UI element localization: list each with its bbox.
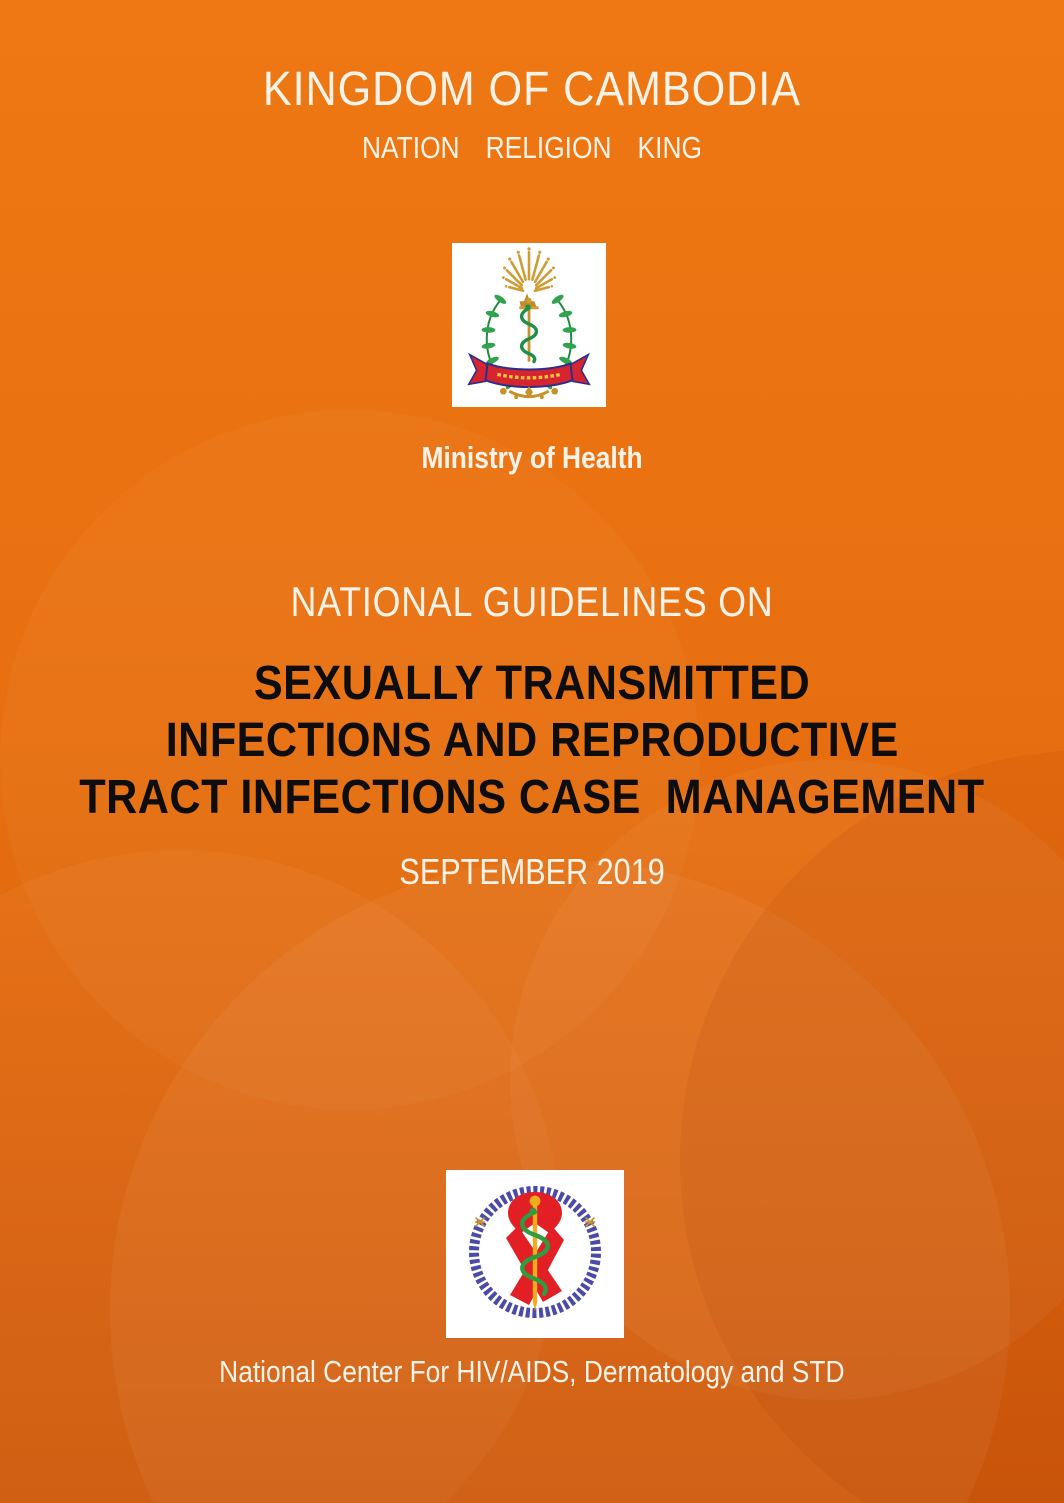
- document-title-line-1: SEXUALLY TRANSMITTED: [253, 657, 811, 710]
- moh-label: [0, 436, 1064, 480]
- moh-label-text: Ministry of Health: [421, 440, 643, 475]
- nchads-emblem-panel: [446, 1170, 624, 1338]
- kingdom-title-text: KINGDOM OF CAMBODIA: [263, 63, 801, 116]
- sunburst-rays: [501, 247, 556, 292]
- ministry-of-health-emblem-icon: [452, 243, 606, 407]
- publication-date-text: SEPTEMBER 2019: [399, 851, 665, 892]
- moh-emblem-panel: [452, 243, 606, 407]
- guidelines-kicker-text: NATIONAL GUIDELINES ON: [290, 578, 774, 625]
- national-motto: [0, 128, 1064, 168]
- document-title-line-3: TRACT INFECTIONS CASE MANAGEMENT: [79, 771, 985, 824]
- kingdom-title: [0, 62, 1064, 118]
- document-title-line-2: INFECTIONS AND REPRODUCTIVE: [165, 714, 899, 767]
- guidelines-kicker: [0, 576, 1064, 628]
- national-motto-text: NATION RELIGION KING: [361, 130, 702, 165]
- aids-ribbon-caduceus-emblem-icon: [446, 1170, 624, 1338]
- organization-name-text: National Center For HIV/AIDS, Dermatology and STD: [219, 1354, 845, 1389]
- publication-date: [0, 848, 1064, 896]
- document-title: [0, 655, 1064, 826]
- organization-name: [0, 1350, 1064, 1394]
